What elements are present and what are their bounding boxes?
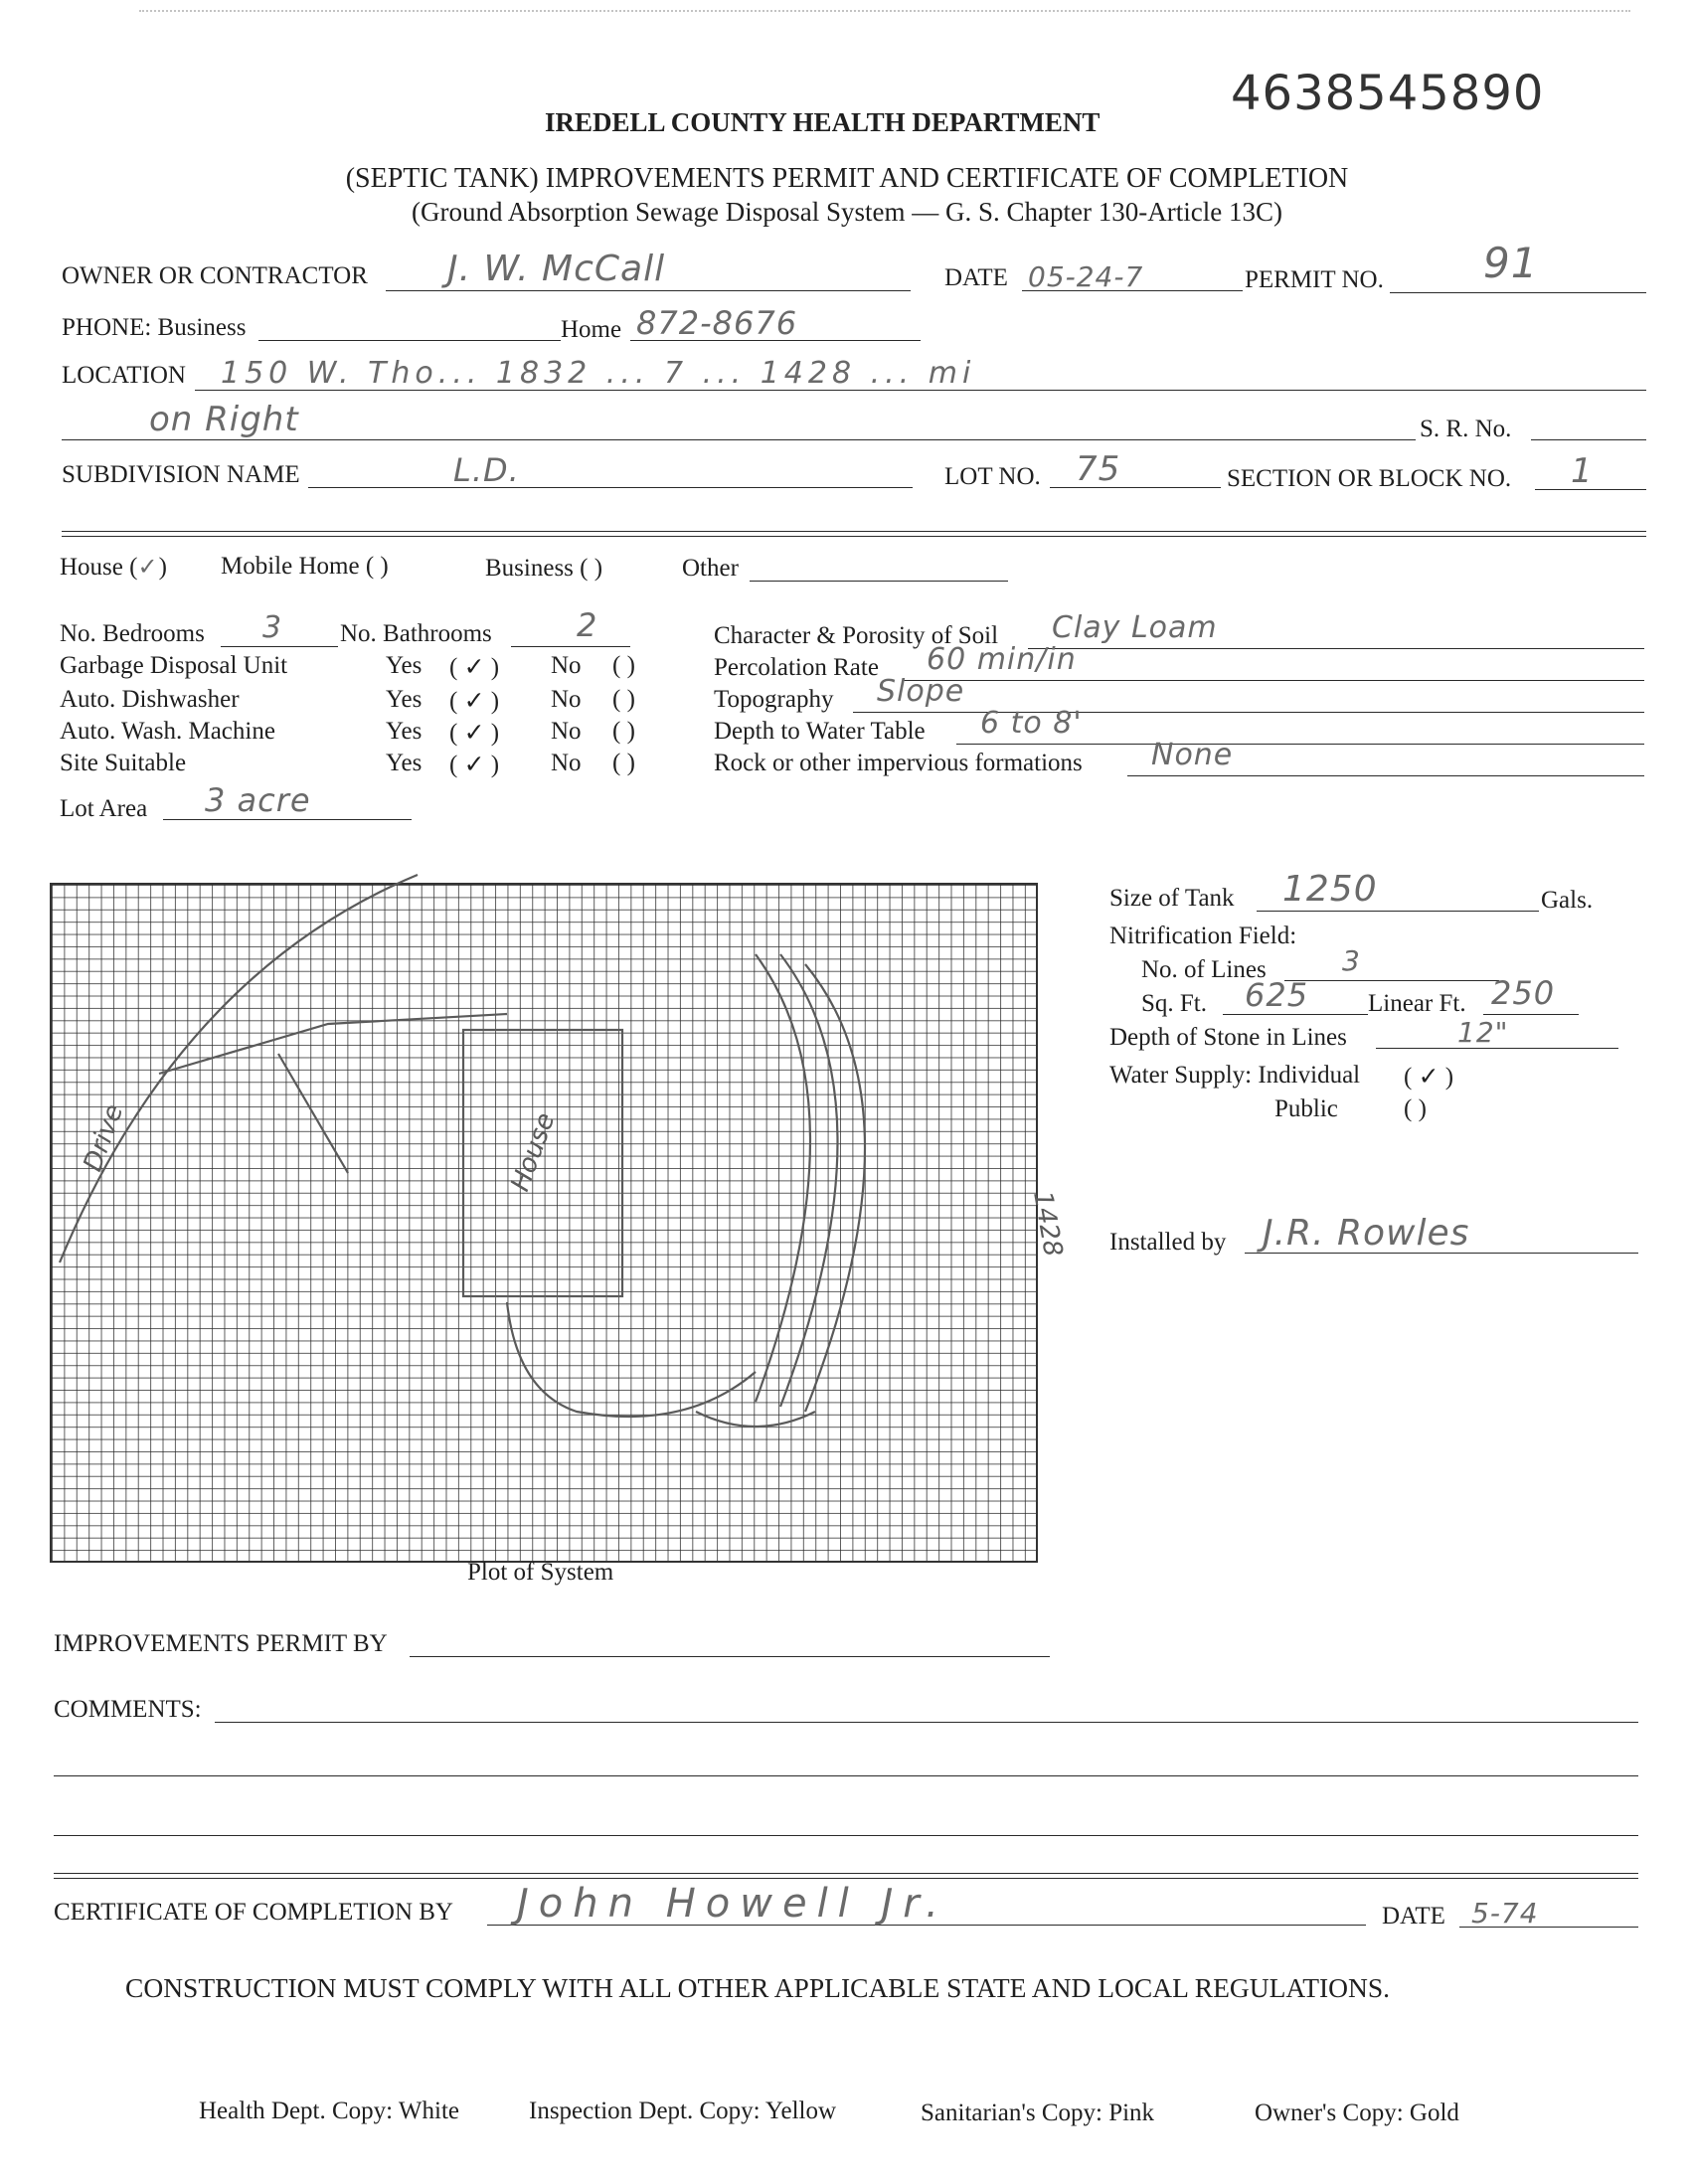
location-line1: 150 W. Tho... 1832 ... 7 ... 1428 ... mi (221, 356, 976, 391)
water-public-mark: ( ) (1404, 1095, 1427, 1122)
owner-label: OWNER OR CONTRACTOR (62, 262, 368, 289)
soil-label: Character & Porosity of Soil (714, 622, 999, 649)
lot-no-value: 75 (1076, 449, 1121, 489)
checklist-yes-mark: ( ✓ ) (449, 720, 500, 747)
improvements-permit-label: IMPROVEMENTS PERMIT BY (54, 1630, 388, 1657)
checklist-yes-mark: ( ✓ ) (449, 654, 500, 681)
section-value: 1 (1571, 451, 1594, 491)
bedrooms-label: No. Bedrooms (60, 620, 205, 647)
bedrooms-value: 3 (262, 610, 283, 645)
section-label: SECTION OR BLOCK NO. (1227, 465, 1512, 492)
checklist-label: Auto. Dishwasher (60, 686, 240, 713)
permit-value: 91 (1483, 239, 1539, 287)
bathrooms-label: No. Bathrooms (340, 620, 492, 647)
department-heading: IREDELL COUNTY HEALTH DEPARTMENT (545, 107, 1101, 137)
checklist-no-mark: ( ) (612, 718, 635, 745)
phone-business-label: PHONE: Business (62, 314, 247, 341)
location-label: LOCATION (62, 362, 186, 389)
plot-caption: Plot of System (467, 1559, 614, 1586)
sketch-label-road: 1428 (1027, 1189, 1069, 1260)
phone-home-value: 872-8676 (636, 304, 798, 342)
business-type-label: Business ( ) (485, 555, 603, 582)
water-individual-mark: ( ✓ ) (1404, 1064, 1454, 1091)
septic-tank-line (507, 1302, 756, 1417)
sqft-value: 625 (1245, 976, 1309, 1014)
property-line (159, 1014, 507, 1074)
lot-area-value: 3 acre (205, 781, 311, 819)
certificate-date-label: DATE (1382, 1903, 1445, 1930)
subdivision-value: L.D. (453, 451, 520, 489)
checklist-yes-label: Yes (386, 652, 423, 679)
soil-label: Topography (714, 686, 834, 713)
permit-label: PERMIT NO. (1245, 266, 1384, 293)
checklist-label: Garbage Disposal Unit (60, 652, 288, 679)
stone-depth-value: 12" (1457, 1016, 1509, 1049)
owner-value: J. W. McCall (447, 249, 666, 289)
soil-label: Depth to Water Table (714, 718, 926, 745)
tank-gals-label: Gals. (1541, 887, 1594, 914)
other-label: Other (682, 555, 739, 582)
checklist-label: Site Suitable (60, 750, 187, 776)
form-title: (SEPTIC TANK) IMPROVEMENTS PERMIT AND CERTIFICATE OF COMPLETION (345, 163, 1349, 194)
lines-value: 3 (1342, 944, 1361, 977)
document-number: 4638545890 (1231, 66, 1545, 121)
comments-label: COMMENTS: (54, 1696, 202, 1723)
sketch-label-drive: Drive (78, 1099, 130, 1176)
checklist-no-label: No (551, 652, 582, 679)
nitrification-label: Nitrification Field: (1109, 923, 1297, 949)
lot-area-label: Lot Area (60, 795, 148, 822)
bathrooms-value: 2 (577, 606, 598, 644)
checklist-label: Auto. Wash. Machine (60, 718, 275, 745)
checklist-no-label: No (551, 750, 582, 776)
soil-value: Clay Loam (1052, 610, 1218, 645)
copy-sanitarian: Sanitarian's Copy: Pink (921, 2100, 1155, 2126)
certificate-date-value: 5-74 (1471, 1897, 1539, 1930)
lot-boundary-curve (60, 875, 418, 1262)
checklist-yes-mark: ( ✓ ) (449, 752, 500, 778)
checklist-yes-label: Yes (386, 686, 423, 713)
lot-no-label: LOT NO. (944, 463, 1041, 490)
soil-value: Slope (877, 674, 965, 709)
soil-value: 60 min/in (927, 642, 1077, 677)
checklist-yes-mark: ( ✓ ) (449, 688, 500, 715)
water-public-label: Public (1274, 1095, 1338, 1122)
linear-ft-value: 250 (1491, 974, 1556, 1012)
form-subtitle: (Ground Absorption Sewage Disposal System — G. S. Chapter 130-Article 13C) (412, 197, 1282, 227)
checklist-no-mark: ( ) (612, 686, 635, 713)
copy-inspection-dept: Inspection Dept. Copy: Yellow (529, 2098, 837, 2124)
water-supply-label: Water Supply: Individual (1109, 1062, 1361, 1089)
date-value: 05-24-7 (1028, 260, 1144, 293)
checklist-yes-label: Yes (386, 750, 423, 776)
drain-line-1 (756, 954, 810, 1402)
compliance-notice: CONSTRUCTION MUST COMPLY WITH ALL OTHER APPLICABLE STATE AND LOCAL REGULATIONS. (125, 1972, 1391, 2003)
checklist-no-mark: ( ) (612, 750, 635, 776)
phone-home-label: Home (561, 316, 622, 343)
copy-owner: Owner's Copy: Gold (1255, 2100, 1459, 2126)
checklist-yes-label: Yes (386, 718, 423, 745)
sqft-label: Sq. Ft. (1141, 990, 1208, 1017)
soil-value: 6 to 8' (980, 706, 1083, 741)
house-check-mark: ✓ (137, 553, 159, 581)
soil-label: Percolation Rate (714, 654, 879, 681)
checklist-no-label: No (551, 686, 582, 713)
copy-health-dept: Health Dept. Copy: White (199, 2098, 459, 2124)
linear-ft-label: Linear Ft. (1368, 990, 1466, 1017)
installed-by-label: Installed by (1109, 1229, 1227, 1256)
subdivision-label: SUBDIVISION NAME (62, 461, 300, 488)
installed-by-value: J.R. Rowles (1263, 1213, 1470, 1254)
location-line2: on Right (149, 400, 299, 439)
mobile-home-label: Mobile Home ( ) (221, 553, 389, 580)
checklist-no-label: No (551, 718, 582, 745)
checklist-no-mark: ( ) (612, 652, 635, 679)
certificate-label: CERTIFICATE OF COMPLETION BY (54, 1899, 453, 1926)
soil-value: None (1151, 738, 1234, 772)
soil-label: Rock or other impervious formations (714, 750, 1083, 776)
lines-label: No. of Lines (1141, 956, 1267, 983)
certificate-signature: John Howell Jr. (517, 1881, 948, 1927)
tank-size-label: Size of Tank (1109, 885, 1235, 912)
sketch-label-house: House (505, 1108, 562, 1196)
tank-size-value: 1250 (1282, 869, 1378, 910)
stone-depth-label: Depth of Stone in Lines (1109, 1024, 1347, 1051)
date-label: DATE (944, 264, 1008, 291)
house-label: House (✓) (60, 553, 167, 581)
sr-no-label: S. R. No. (1420, 416, 1512, 442)
